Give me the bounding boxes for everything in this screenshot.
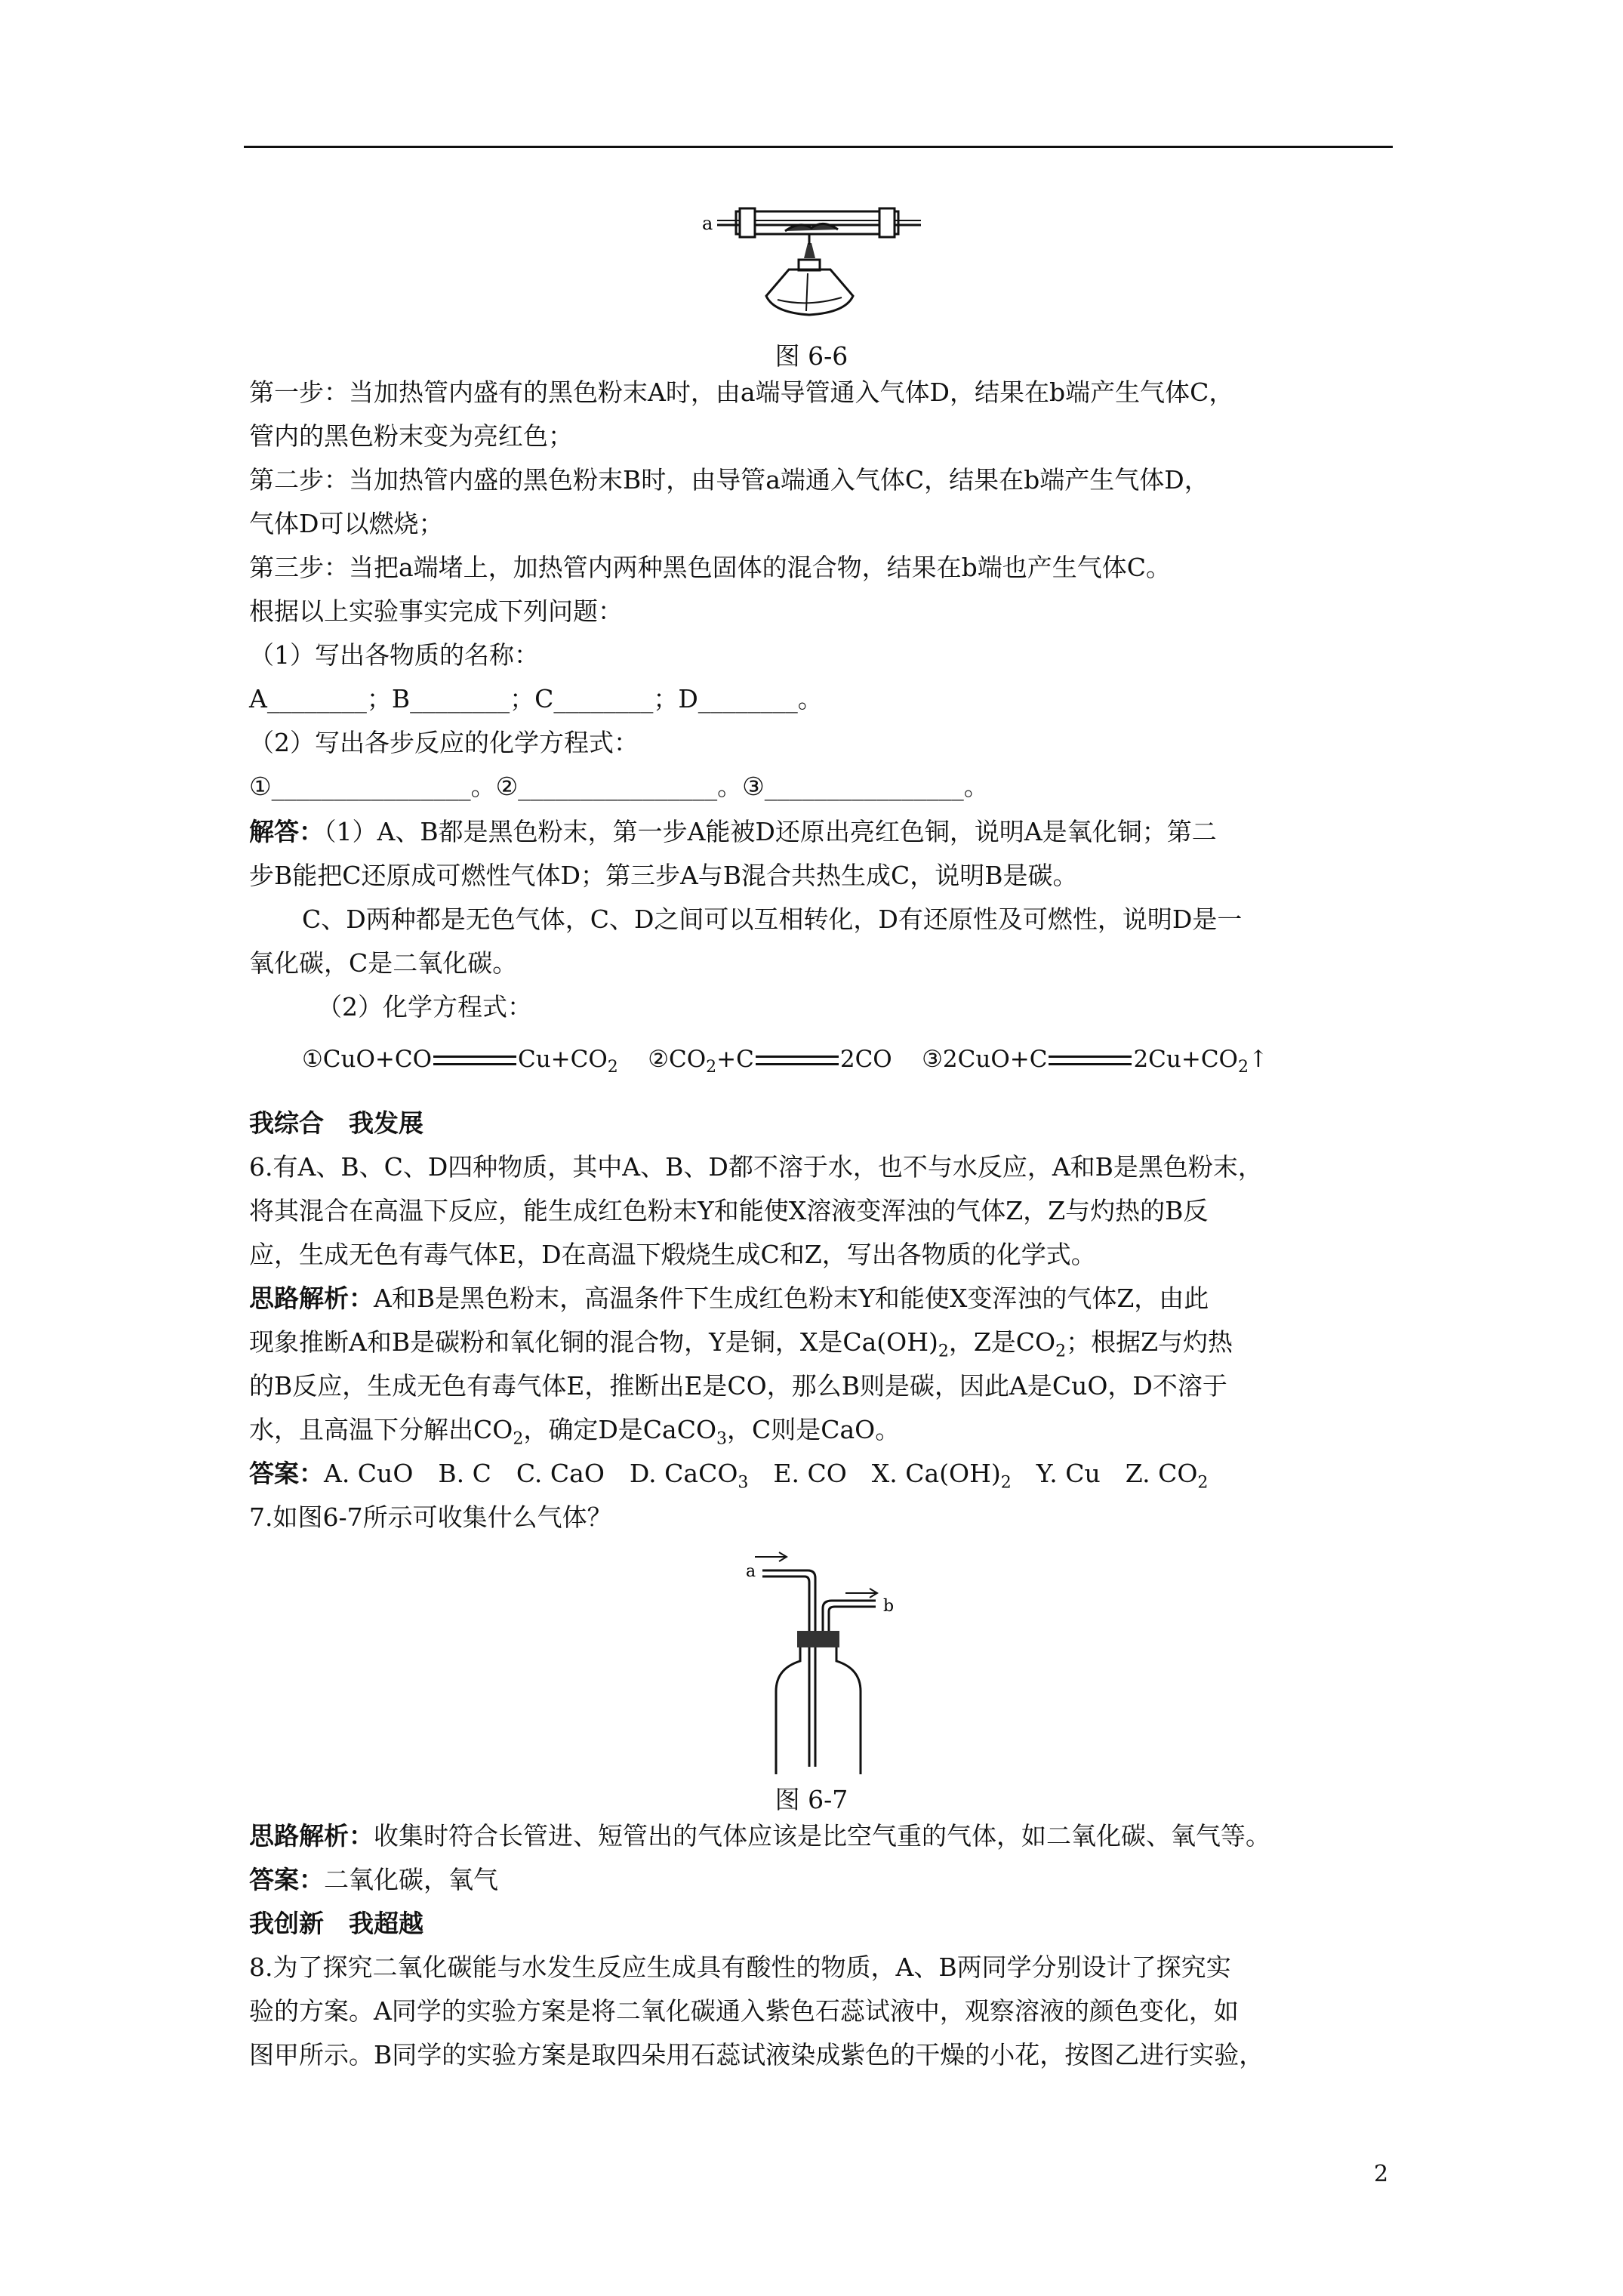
q6-line3: 应，生成无色有毒气体E，D在高温下煅烧生成C和Z，写出各物质的化学式。 — [249, 1240, 1096, 1269]
q6-line1: 6.有A、B、C、D四种物质，其中A、B、D都不溶于水，也不与水反应，A和B是黑色粉末， — [249, 1152, 1263, 1182]
eq3-right: 2Cu+CO — [1133, 1046, 1238, 1073]
sub: 3 — [716, 1429, 727, 1449]
answer-label: 解答： — [249, 817, 324, 846]
q6-analysis-line3: 的B反应，生成无色有毒气体E，推断出E是CO，那么B则是碳，因此A是CuO，D不溶于 — [249, 1371, 1227, 1401]
eq1-right: Cu+CO — [518, 1046, 608, 1073]
label-b: b — [883, 1597, 895, 1616]
eq2-right: 2CO — [839, 1046, 892, 1073]
answer-label: 答案： — [249, 1459, 324, 1488]
step2-line2: 气体D可以燃烧； — [249, 509, 444, 538]
answer-1-text: （1）A、B都是黑色粉末，第一步A能被D还原出亮红色铜，说明A是氧化铜；第二 — [324, 817, 1217, 846]
a2c: ；根据Z与灼热 — [1066, 1327, 1233, 1357]
chemical-equations — [302, 1046, 1268, 1077]
a2a: 现象推断A和B是碳粉和氧化铜的混合物，Y是铜，X是Ca(OH) — [249, 1327, 938, 1357]
q6-answer — [249, 1457, 1208, 1500]
eq1-sub: 2 — [607, 1058, 618, 1077]
question-2: （2）写出各步反应的化学方程式： — [249, 728, 639, 757]
answer-text: 二氧化碳，氧气 — [324, 1865, 498, 1894]
q8-line2: 验的方案。A同学的实验方案是将二氧化碳通入紫色石蕊试液中，观察溶液的颜色变化，如 — [249, 1996, 1239, 2026]
answer-1-line2: 步B能把C还原成可燃性气体D；第三步A与B混合共热生成C，说明B是碳。 — [249, 861, 1078, 890]
section-heading-1: 我综合 我发展 — [249, 1108, 423, 1138]
header-rule — [244, 146, 1393, 148]
ans-c: Y. Cu Z. CO — [1011, 1459, 1198, 1488]
instructions: 根据以上实验事实完成下列问题： — [249, 596, 623, 626]
question-1-blanks: A________；B________；C________；D________。 — [249, 684, 823, 713]
analysis-label: 思路解析： — [249, 1284, 374, 1313]
ans-b: E. CO X. Ca(OH) — [748, 1459, 1001, 1488]
question-2-blanks: ①________________。②________________。③________________。 — [249, 772, 989, 801]
step1-line2: 管内的黑色粉末变为亮红色； — [249, 421, 573, 451]
eq1-left: ①CuO+CO — [302, 1046, 432, 1073]
eq1-equal-sign — [433, 1056, 516, 1065]
answer-1-line4: 氧化碳，C是二氧化碳。 — [249, 948, 518, 978]
q7-answer — [249, 1863, 498, 1897]
answer-label: 答案： — [249, 1865, 324, 1894]
sub: 2 — [1000, 1473, 1012, 1493]
q7-analysis — [249, 1820, 1270, 1853]
step3-line: 第三步：当把a端堵上，加热管内两种黑色固体的混合物，结果在b端也产生气体C。 — [249, 553, 1172, 582]
sub: 2 — [513, 1429, 524, 1449]
eq2-equal-sign — [756, 1056, 839, 1065]
section-heading-2: 我创新 我超越 — [249, 1909, 423, 1938]
up-arrow-icon: ↑ — [1248, 1046, 1268, 1073]
figure-6-7-gas-bottle — [740, 1548, 895, 1774]
sub: 2 — [1197, 1473, 1209, 1493]
analysis-label: 思路解析： — [249, 1821, 374, 1851]
a2b: ，Z是CO — [948, 1327, 1056, 1357]
q6-analysis-line1 — [249, 1282, 1209, 1315]
analysis-text: A和B是黑色粉末，高温条件下生成红色粉末Y和能使X变浑浊的气体Z，由此 — [374, 1284, 1209, 1313]
q8-line1: 8.为了探究二氧化碳能与水发生反应生成具有酸性的物质，A、B两同学分别设计了探究实 — [249, 1952, 1231, 1982]
a4b: ，确定D是CaCO — [523, 1415, 716, 1444]
question-1: （1）写出各物质的名称： — [249, 640, 539, 670]
sub: 2 — [938, 1342, 949, 1361]
eq3-equal-sign — [1049, 1056, 1132, 1065]
q7-text: 7.如图6-7所示可收集什么气体？ — [249, 1502, 612, 1532]
sub: 2 — [1055, 1342, 1067, 1361]
q6-analysis-line2 — [249, 1326, 1233, 1369]
eq3-left: ③2CuO+C — [922, 1046, 1048, 1073]
answer-1-line1 — [249, 815, 1217, 849]
sub: 3 — [738, 1473, 749, 1493]
q6-analysis-line4 — [249, 1413, 900, 1456]
analysis-text: 收集时符合长管进、短管出的气体应该是比空气重的气体，如二氧化碳、氧气等。 — [374, 1821, 1270, 1851]
step1-line1: 第一步：当加热管内盛有的黑色粉末A时，由a端导管通入气体D，结果在b端产生气体C， — [249, 378, 1234, 407]
answer-1-line5: （2）化学方程式： — [317, 992, 532, 1022]
answer-1-line3: C、D两种都是无色气体，C、D之间可以互相转化，D有还原性及可燃性，说明D是一 — [302, 905, 1243, 934]
step2-line1: 第二步：当加热管内盛的黑色粉末B时，由导管a端通入气体C，结果在b端产生气体D， — [249, 465, 1209, 495]
label-a: a — [746, 1562, 756, 1581]
eq3-sub: 2 — [1237, 1058, 1249, 1077]
ans-a: A. CuO B. C C. CaO D. CaCO — [324, 1459, 738, 1488]
figure-6-6-apparatus — [694, 198, 944, 334]
q6-line2: 将其混合在高温下反应，能生成红色粉末Y和能使X溶液变浑浊的气体Z，Z与灼热的B反 — [249, 1196, 1209, 1225]
page-number: 2 — [1374, 2161, 1389, 2187]
figure-6-6-caption: 图 6-6 — [775, 341, 848, 371]
q8-line3: 图甲所示。B同学的实验方案是取四朵用石蕊试液染成紫色的干燥的小花，按图乙进行实验， — [249, 2040, 1264, 2069]
label-a: a — [702, 213, 713, 234]
a4a: 水，且高温下分解出CO — [249, 1415, 513, 1444]
eq2-left: ②CO — [648, 1046, 707, 1073]
eq2-sub: 2 — [706, 1058, 717, 1077]
a4c: ，C则是CaO。 — [727, 1415, 901, 1444]
eq2-mid: +C — [716, 1046, 754, 1073]
figure-6-7-caption: 图 6-7 — [775, 1785, 848, 1814]
